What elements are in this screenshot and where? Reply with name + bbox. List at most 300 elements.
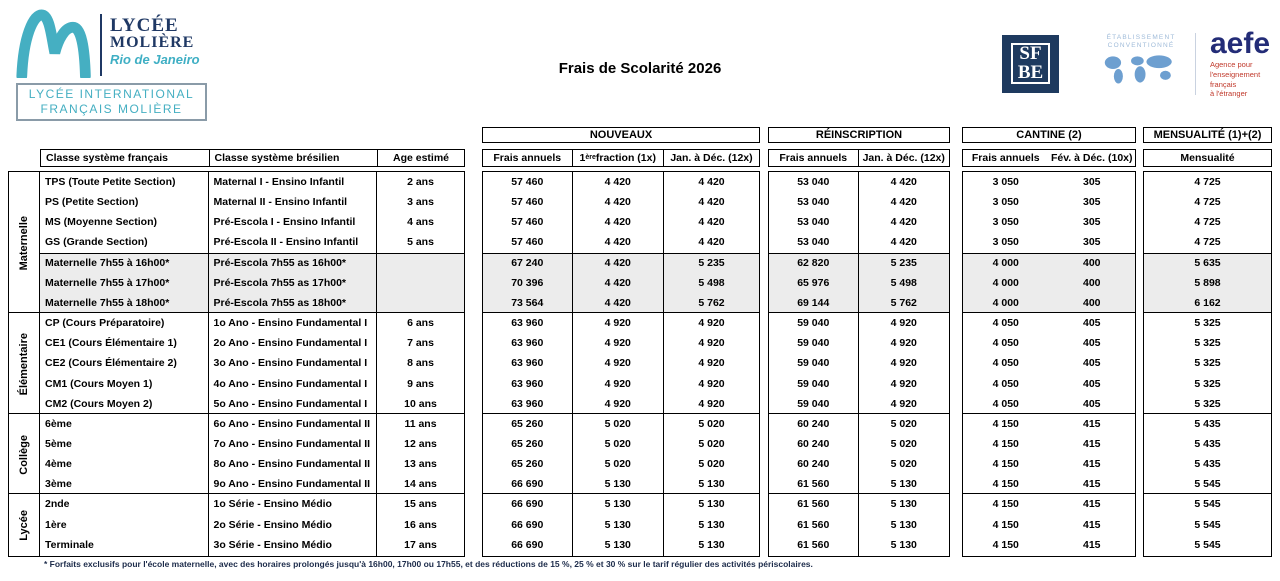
fee-cell: 5 130 <box>890 498 917 511</box>
fee-cell: 4 725 <box>1194 236 1221 249</box>
fee-cell: 4 920 <box>890 317 917 330</box>
section-label <box>9 494 40 555</box>
fee-cell: 5 130 <box>698 538 725 551</box>
fee-cell: 61 560 <box>797 518 830 531</box>
column-reinscription-0 <box>769 313 859 415</box>
fee-cell: 3 050 <box>992 196 1019 209</box>
section-label-text: Collège <box>18 434 30 475</box>
section-1-reinscription-box <box>768 312 950 416</box>
fee-cell: 57 460 <box>511 236 544 249</box>
fee-cell: 59 040 <box>797 337 830 350</box>
fee-cell: 5 498 <box>859 273 950 293</box>
class-fr-cell: CE1 (Cours Élémentaire 1) <box>45 337 177 350</box>
fee-cell: 60 240 <box>797 438 830 450</box>
column-nouveaux-1 <box>573 494 665 555</box>
subheader-frais-annuels: Frais annuels <box>769 150 859 166</box>
class-br-cell: 9o Ano - Ensino Fundamental II <box>213 478 371 491</box>
fee-cell: 61 560 <box>797 538 830 551</box>
class-fr-cell: Terminale <box>45 538 94 551</box>
fee-cell: 65 976 <box>769 273 858 293</box>
page-title: Frais de Scolarité 2026 <box>558 60 722 77</box>
column-reinscription-1 <box>859 172 950 314</box>
fee-cell: 5 762 <box>664 293 759 313</box>
class-fr-cell: Maternelle 7h55 à 16h00* <box>40 253 208 273</box>
class-fr-cell: GS (Grande Section) <box>45 236 148 249</box>
column-fr <box>40 414 209 496</box>
class-fr-cell: Maternelle 7h55 à 17h00* <box>40 273 208 293</box>
fee-cell: 53 040 <box>797 196 830 209</box>
fee-cell: 4 420 <box>890 176 917 189</box>
subheaders-reinscription <box>768 149 950 167</box>
column-nouveaux-0 <box>483 172 573 314</box>
column-reinscription-0 <box>769 494 859 555</box>
subheaders-nouveaux <box>482 149 760 167</box>
age-cell: 10 ans <box>404 397 437 410</box>
fee-cell: 5 235 <box>859 253 950 273</box>
fee-cell: 4 420 <box>604 236 631 249</box>
section-3-reinscription-box <box>768 493 950 556</box>
column-cantine-1 <box>1049 172 1136 314</box>
section-label <box>9 313 40 415</box>
column-cantine-1 <box>1049 494 1136 555</box>
fee-cell: 4 920 <box>890 377 917 390</box>
fee-cell: 4 150 <box>992 438 1019 450</box>
column-nouveaux-2 <box>664 172 759 314</box>
fee-cell: 415 <box>1082 478 1101 491</box>
fee-cell: 5 020 <box>698 438 725 450</box>
fee-cell: 57 460 <box>511 216 544 229</box>
fee-cell: 5 435 <box>1194 438 1221 450</box>
fee-cell: 4 920 <box>698 377 725 390</box>
age-cell: 9 ans <box>407 377 434 390</box>
section-2-nouveaux-box <box>482 413 760 497</box>
fee-cell: 4 420 <box>573 293 664 313</box>
fee-cell: 4 050 <box>992 317 1019 330</box>
class-fr-cell: TPS (Toute Petite Section) <box>45 176 176 189</box>
class-br-cell: Pré-Escola II - Ensino Infantil <box>213 236 359 249</box>
fee-cell: 4 920 <box>890 397 917 410</box>
fee-cell: 67 240 <box>483 253 572 273</box>
world-map-icon <box>1097 50 1185 88</box>
fee-cell: 400 <box>1049 293 1136 313</box>
group-header-cantine: CANTINE (2) <box>962 127 1136 143</box>
section-2-reinscription-box <box>768 413 950 497</box>
fee-cell: 305 <box>1082 176 1101 189</box>
sfbe-logo <box>1002 35 1059 93</box>
fee-cell: 63 960 <box>511 397 544 410</box>
logo-divider <box>100 14 102 76</box>
fee-cell: 305 <box>1082 236 1101 249</box>
column-nouveaux-1 <box>573 414 665 496</box>
fee-cell: 5 545 <box>1194 498 1221 511</box>
column-fr <box>40 172 209 314</box>
fee-cell: 63 960 <box>511 377 544 390</box>
class-br-cell: Pré-Escola 7h55 as 18h00* <box>209 293 377 313</box>
logo-box-line2: FRANÇAIS MOLIÈRE <box>40 102 183 116</box>
fee-cell: 4 050 <box>992 337 1019 350</box>
fee-cell: 4 150 <box>992 538 1019 551</box>
fee-cell: 415 <box>1082 438 1101 450</box>
fee-cell: 5 325 <box>1194 377 1221 390</box>
fee-cell: 6 162 <box>1144 293 1271 313</box>
subheader-premiere-fraction: 1 ère fraction (1x) <box>573 150 665 166</box>
fee-cell: 4 420 <box>604 196 631 209</box>
fee-cell: 4 920 <box>604 377 631 390</box>
fee-cell: 5 130 <box>604 518 631 531</box>
fee-cell: 4 920 <box>698 337 725 350</box>
fee-cell: 69 144 <box>769 293 858 313</box>
fee-cell: 4 000 <box>963 293 1049 313</box>
section-3-nouveaux-box <box>482 493 760 556</box>
section-2-cantine-box <box>962 413 1136 497</box>
fee-cell: 4 420 <box>604 216 631 229</box>
age-cell: 13 ans <box>404 458 437 471</box>
age-cell: 3 ans <box>407 196 434 209</box>
column-reinscription-1 <box>859 494 950 555</box>
fee-cell: 5 130 <box>698 498 725 511</box>
column-reinscription-0 <box>769 414 859 496</box>
subheader-frais-annuels: Frais annuels <box>971 152 1040 164</box>
column-mensualite-0 <box>1144 414 1271 496</box>
fee-cell: 405 <box>1082 377 1101 390</box>
section-2-left-block <box>8 413 465 497</box>
class-br-cell: 1o Série - Ensino Médio <box>213 498 332 511</box>
column-age <box>377 494 464 555</box>
header-age-estime: Age estimé <box>392 152 450 164</box>
fee-cell: 3 050 <box>992 236 1019 249</box>
fee-cell: 57 460 <box>511 196 544 209</box>
fee-cell: 53 040 <box>797 216 830 229</box>
section-1-mensualite-box <box>1143 312 1272 416</box>
school-name-line1: LYCÉE <box>110 15 179 36</box>
fee-cell: 5 020 <box>890 458 917 471</box>
class-fr-cell: PS (Petite Section) <box>45 196 139 209</box>
fee-cell: 70 396 <box>483 273 572 293</box>
class-br-cell: 7o Ano - Ensino Fundamental II <box>213 438 371 450</box>
fee-cell: 60 240 <box>797 458 830 471</box>
column-age <box>377 172 464 314</box>
fee-cell: 4 150 <box>992 478 1019 491</box>
column-nouveaux-2 <box>664 313 759 415</box>
fee-cell: 415 <box>1082 518 1101 531</box>
age-cell: 8 ans <box>407 357 434 370</box>
fee-cell: 4 920 <box>698 317 725 330</box>
fee-cell: 4 420 <box>890 236 917 249</box>
fee-cell: 4 420 <box>573 253 664 273</box>
class-fr-cell: 3ème <box>45 478 72 491</box>
fee-cell: 5 325 <box>1194 397 1221 410</box>
subheader-jan-dec: Jan. à Déc. (12x) <box>862 152 945 164</box>
column-nouveaux-1 <box>573 172 665 314</box>
column-cantine-1 <box>1049 414 1136 496</box>
fee-cell: 5 130 <box>698 478 725 491</box>
section-0-mensualite-box <box>1143 171 1272 315</box>
class-fr-cell: CM1 (Cours Moyen 1) <box>45 377 153 390</box>
fee-cell: 62 820 <box>769 253 858 273</box>
class-br-cell: 6o Ano - Ensino Fundamental II <box>213 417 371 430</box>
column-age <box>377 313 464 415</box>
fee-cell: 4 920 <box>890 337 917 350</box>
fee-cell: 415 <box>1082 498 1101 511</box>
fee-cell: 66 690 <box>511 518 544 531</box>
fee-cell: 4 420 <box>604 176 631 189</box>
column-nouveaux-0 <box>483 313 573 415</box>
school-city: Rio de Janeiro <box>110 51 200 67</box>
etablissement-conventionne-logo <box>1097 34 1185 94</box>
fee-cell: 4 920 <box>604 357 631 370</box>
fee-cell: 4 150 <box>992 417 1019 430</box>
fee-cell: 65 260 <box>511 417 544 430</box>
fee-cell: 5 325 <box>1194 337 1221 350</box>
class-br-cell: 4o Ano - Ensino Fundamental I <box>213 377 368 390</box>
aefe-subtitle: Agence pour l'enseignement français à l'étranger <box>1209 60 1261 99</box>
fee-cell: 4 150 <box>992 458 1019 471</box>
column-cantine-0 <box>963 414 1049 496</box>
fee-cell: 305 <box>1082 216 1101 229</box>
partner-divider <box>1195 33 1196 95</box>
fee-cell: 405 <box>1082 357 1101 370</box>
fee-cell: 5 325 <box>1194 357 1221 370</box>
fee-cell: 61 560 <box>797 478 830 491</box>
class-br-cell: 1o Ano - Ensino Fundamental I <box>213 317 368 330</box>
age-cell: 4 ans <box>407 216 434 229</box>
fee-cell: 5 498 <box>664 273 759 293</box>
header-classe-francais: Classe système français <box>41 150 210 166</box>
class-fr-cell: MS (Moyenne Section) <box>45 216 158 229</box>
fee-cell: 53 040 <box>797 236 830 249</box>
fee-cell: 400 <box>1049 253 1136 273</box>
fee-cell: 4 000 <box>963 273 1049 293</box>
sfbe-line2: BE <box>1017 61 1044 83</box>
subheader-jan-dec: Jan. à Déc. (12x) <box>670 152 753 164</box>
fee-cell: 66 690 <box>511 538 544 551</box>
column-mensualite-0 <box>1144 313 1271 415</box>
column-nouveaux-2 <box>664 414 759 496</box>
aefe-wordmark: aefe <box>1209 27 1270 60</box>
fee-cell: 4 420 <box>698 196 725 209</box>
fee-cell: 405 <box>1082 337 1101 350</box>
fee-cell: 4 725 <box>1194 196 1221 209</box>
fee-cell: 5 130 <box>890 538 917 551</box>
fee-cell: 59 040 <box>797 377 830 390</box>
fee-cell: 400 <box>1049 273 1136 293</box>
fee-cell: 59 040 <box>797 397 830 410</box>
class-fr-cell: 5ème <box>45 438 72 450</box>
fee-cell: 4 920 <box>698 397 725 410</box>
section-0-cantine-box <box>962 171 1136 315</box>
age-cell: 16 ans <box>404 518 437 531</box>
fee-cell: 5 635 <box>1144 253 1271 273</box>
column-reinscription-0 <box>769 172 859 314</box>
age-cell: 11 ans <box>404 417 437 430</box>
section-3-mensualite-box <box>1143 493 1272 556</box>
column-mensualite-0 <box>1144 494 1271 555</box>
fee-cell: 5 020 <box>698 417 725 430</box>
age-cell: 6 ans <box>407 317 434 330</box>
fee-cell: 60 240 <box>797 417 830 430</box>
column-br <box>209 172 378 314</box>
fee-cell: 415 <box>1082 458 1101 471</box>
subheader-frais-annuels: Frais annuels <box>483 150 573 166</box>
fee-cell: 5 020 <box>604 417 631 430</box>
logo-box-line1: LYCÉE INTERNATIONAL <box>28 87 195 101</box>
class-fr-cell: 6ème <box>45 417 72 430</box>
subheader-fev-dec: Fév. à Déc. (10x) <box>1050 152 1133 164</box>
age-cell: 17 ans <box>404 538 437 551</box>
subheaders-cantine <box>962 149 1136 167</box>
age-cell: 14 ans <box>404 478 437 491</box>
fee-cell: 63 960 <box>511 337 544 350</box>
age-cell <box>377 253 464 273</box>
class-br-cell: Pré-Escola I - Ensino Infantil <box>213 216 356 229</box>
fee-cell: 4 420 <box>698 236 725 249</box>
section-3-left-block <box>8 493 465 556</box>
fee-cell: 415 <box>1082 538 1101 551</box>
column-nouveaux-0 <box>483 414 573 496</box>
column-cantine-0 <box>963 172 1049 314</box>
section-label-text: Lycée <box>18 509 30 541</box>
partner-logos <box>1002 28 1280 99</box>
class-fr-cell: 1ère <box>45 518 67 531</box>
column-br <box>209 494 378 555</box>
class-br-cell: 5o Ano - Ensino Fundamental I <box>213 397 368 410</box>
class-br-cell: Maternal I - Ensino Infantil <box>213 176 345 189</box>
class-br-cell: Pré-Escola 7h55 as 16h00* <box>209 253 377 273</box>
fee-cell: 4 920 <box>890 357 917 370</box>
column-br <box>209 414 378 496</box>
section-3-cantine-box <box>962 493 1136 556</box>
fee-cell: 53 040 <box>797 176 830 189</box>
column-fr <box>40 313 209 415</box>
fee-cell: 3 050 <box>992 216 1019 229</box>
age-cell: 12 ans <box>404 438 437 450</box>
column-age <box>377 414 464 496</box>
fee-cell: 63 960 <box>511 357 544 370</box>
fee-cell: 4 150 <box>992 498 1019 511</box>
age-cell <box>377 293 464 313</box>
fee-cell: 5 130 <box>890 518 917 531</box>
class-br-cell: Maternal II - Ensino Infantil <box>213 196 348 209</box>
class-fr-cell: CE2 (Cours Élémentaire 2) <box>45 357 177 370</box>
class-fr-cell: 2nde <box>45 498 70 511</box>
subheader-mensualite: Mensualité <box>1180 152 1235 164</box>
fee-cell: 59 040 <box>797 357 830 370</box>
subheaders-mensualite <box>1143 149 1272 167</box>
group-header-mensualite: MENSUALITÉ (1)+(2) <box>1143 127 1272 143</box>
fee-cell: 4 420 <box>890 216 917 229</box>
fee-cell: 5 130 <box>604 538 631 551</box>
section-label <box>9 414 40 496</box>
age-cell: 2 ans <box>407 176 434 189</box>
section-0-nouveaux-box <box>482 171 760 315</box>
column-mensualite-0 <box>1144 172 1271 314</box>
fee-cell: 57 460 <box>511 176 544 189</box>
age-cell: 7 ans <box>407 337 434 350</box>
fee-cell: 4 725 <box>1194 216 1221 229</box>
school-name-line2: MOLIÈRE <box>110 34 195 51</box>
column-cantine-1 <box>1049 313 1136 415</box>
section-0-reinscription-box <box>768 171 950 315</box>
class-br-cell: 3o Série - Ensino Médio <box>213 538 332 551</box>
section-1-left-block <box>8 312 465 416</box>
column-reinscription-1 <box>859 313 950 415</box>
fee-cell: 4 050 <box>992 377 1019 390</box>
fee-cell: 305 <box>1082 196 1101 209</box>
fee-cell: 4 050 <box>992 397 1019 410</box>
fee-cell: 5 898 <box>1144 273 1271 293</box>
fee-cell: 5 130 <box>604 498 631 511</box>
section-1-cantine-box <box>962 312 1136 416</box>
fee-cell: 4 420 <box>698 216 725 229</box>
fee-cell: 3 050 <box>992 176 1019 189</box>
class-fr-cell: 4ème <box>45 458 72 471</box>
age-cell: 5 ans <box>407 236 434 249</box>
footnote: * Forfaits exclusifs pour l'école maternelle, avec des horaires prolongés jusqu'à 16h00, 17h00 ou 17h55, et des réductions de 15 %, 25 % et 30 % sur le tarif régulier des activités périscolaires. <box>44 559 813 569</box>
left-column-headers <box>40 149 465 167</box>
mountain-m-icon <box>16 8 92 78</box>
fee-cell: 5 545 <box>1194 518 1221 531</box>
section-label <box>9 172 40 314</box>
aefe-logo <box>1210 28 1280 99</box>
fee-cell: 4 150 <box>992 518 1019 531</box>
fee-cell: 4 920 <box>604 317 631 330</box>
class-br-cell: 2o Ano - Ensino Fundamental I <box>213 337 368 350</box>
fee-cell: 5 762 <box>859 293 950 313</box>
header-classe-bresilien: Classe système brésilien <box>210 150 379 166</box>
fee-cell: 59 040 <box>797 317 830 330</box>
fee-cell: 5 020 <box>604 458 631 471</box>
fee-cell: 4 420 <box>573 273 664 293</box>
fee-cell: 4 920 <box>604 337 631 350</box>
fee-cell: 65 260 <box>511 458 544 471</box>
fee-cell: 5 435 <box>1194 417 1221 430</box>
group-header-nouveaux: NOUVEAUX <box>482 127 760 143</box>
fee-cell: 4 920 <box>698 357 725 370</box>
fee-cell: 5 020 <box>698 458 725 471</box>
age-cell <box>377 273 464 293</box>
class-br-cell: 3o Ano - Ensino Fundamental I <box>213 357 368 370</box>
class-br-cell: 2o Série - Ensino Médio <box>213 518 332 531</box>
sfbe-line1: SF <box>1019 43 1042 65</box>
column-br <box>209 313 378 415</box>
fee-cell: 5 545 <box>1194 478 1221 491</box>
school-logo-box <box>16 83 207 121</box>
class-fr-cell: Maternelle 7h55 à 18h00* <box>40 293 208 313</box>
fee-cell: 4 920 <box>604 397 631 410</box>
column-nouveaux-2 <box>664 494 759 555</box>
conv-line2: CONVENTIONNÉ <box>1107 42 1175 49</box>
fee-cell: 5 130 <box>890 478 917 491</box>
class-fr-cell: CP (Cours Préparatoire) <box>45 317 165 330</box>
fee-cell: 5 325 <box>1194 317 1221 330</box>
fee-cell: 5 020 <box>890 417 917 430</box>
fee-cell: 4 420 <box>890 196 917 209</box>
fee-cell: 63 960 <box>511 317 544 330</box>
fee-cell: 65 260 <box>511 438 544 450</box>
fee-cell: 5 020 <box>890 438 917 450</box>
fee-cell: 4 000 <box>963 253 1049 273</box>
column-nouveaux-1 <box>573 313 665 415</box>
fee-cell: 405 <box>1082 397 1101 410</box>
fee-cell: 73 564 <box>483 293 572 313</box>
section-2-mensualite-box <box>1143 413 1272 497</box>
column-cantine-0 <box>963 494 1049 555</box>
column-cantine-0 <box>963 313 1049 415</box>
column-fr <box>40 494 209 555</box>
class-br-cell: Pré-Escola 7h55 as 17h00* <box>209 273 377 293</box>
fee-cell: 66 690 <box>511 498 544 511</box>
fee-cell: 66 690 <box>511 478 544 491</box>
